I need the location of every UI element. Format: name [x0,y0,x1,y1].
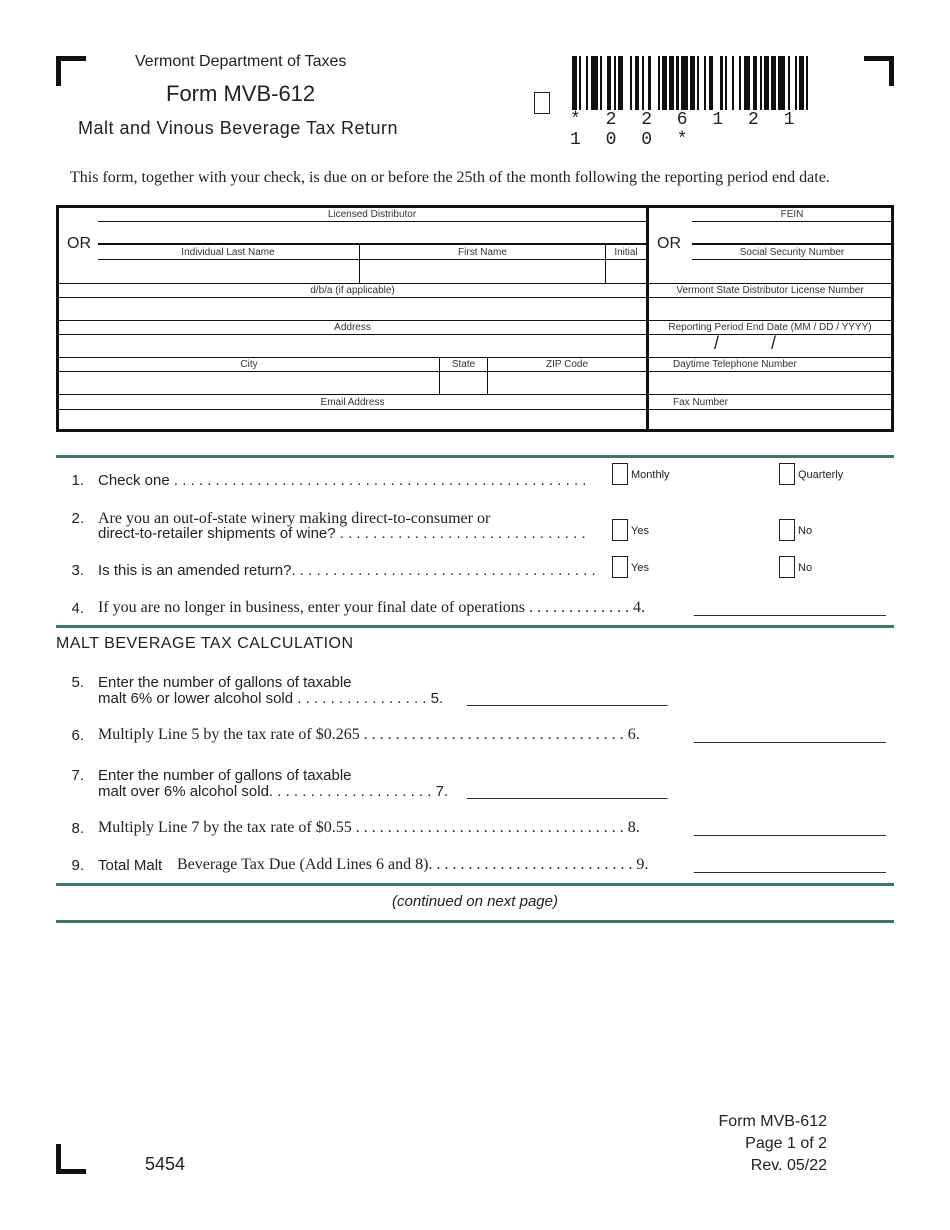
period-end-label: Reporting Period End Date (MM / DD / YYYY) [668,322,872,333]
line5-number: 5. [71,674,84,691]
corner-mark-top-right [864,56,894,86]
continued-note: (continued on next page) [392,893,558,910]
header-checkbox[interactable] [534,92,550,114]
line7-text-line2: malt over 6% alcohol sold. . . . . . . . . . . . . . . . . . . . 7. [98,783,449,800]
licensed-distributor-label: Licensed Distributor [327,209,417,220]
line5-input[interactable]: ________________________ [467,690,668,707]
line9-text-a: Total Malt [98,857,163,874]
section-rule [56,625,894,628]
fax-label: Fax Number [673,397,729,408]
email-label: Email Address [320,397,385,408]
period-end-input[interactable] [649,335,891,356]
q2-text-line1: Are you an out-of-state winery making direct-to-consumer or [98,510,491,527]
barcode-text: * 2 2 6 1 2 1 1 0 0 * [570,110,802,150]
line6-number: 6. [71,727,84,744]
or-left: OR [67,235,91,252]
barcode-bar [651,56,658,110]
barcode-bar [744,56,751,110]
q1-text: Check one . . . . . . . . . . . . . . . . . . . . . . . . . . . . . . . . . . . . . . . . . . . . . . . . . . [98,472,587,489]
licensed-distributor-input[interactable] [98,222,646,243]
line7-text-line1: Enter the number of gallons of taxable [98,767,352,784]
corner-mark-top-left [56,56,86,86]
winery-yes-checkbox[interactable] [612,519,628,541]
form-number: Form MVB-612 [166,81,316,106]
footer-page: Page 1 of 2 [745,1135,827,1152]
last-name-input[interactable] [98,260,359,282]
license-number-label: Vermont State Distributor License Number [676,285,864,296]
q2-text-line2: direct-to-retailer shipments of wine? . . . . . . . . . . . . . . . . . . . . . . . . . . . . . . [98,525,586,542]
line9-input[interactable]: _______________________ [694,857,886,874]
line8-number: 8. [71,820,84,837]
ssn-label: Social Security Number [739,247,845,258]
amended-no-label: No [798,562,813,574]
ssn-input[interactable] [692,260,891,282]
amended-yes-label: Yes [631,562,649,574]
corner-mark-bottom-left [56,1144,86,1174]
q4-final-date-input[interactable]: _______________________ [694,600,886,617]
quarterly-label: Quarterly [798,469,844,481]
barcode [572,56,814,110]
barcode-bar [713,56,720,110]
q3-text: Is this is an amended return?. . . . . . . . . . . . . . . . . . . . . . . . . . . . . . . . . . . . . [98,562,596,579]
line9-text-b: Beverage Tax Due (Add Lines 6 and 8). . . . . . . . . . . . . . . . . . . . . . . . . . 9. [177,856,649,873]
line6-text: Multiply Line 5 by the tax rate of $0.265 . . . . . . . . . . . . . . . . . . . . . . . . . . . . . . . . . 6. [98,726,640,743]
barcode-bar [623,56,630,110]
first-name-input[interactable] [360,260,605,282]
q4-text: If you are no longer in business, enter your final date of operations . . . . . . . . . . . . . 4. [98,599,645,616]
q4-number: 4. [71,600,84,617]
barcode-bar [591,56,598,110]
amended-yes-checkbox[interactable] [612,556,628,578]
form-code: 5454 [145,1154,186,1174]
amended-no-checkbox[interactable] [779,556,795,578]
monthly-label: Monthly [631,469,670,481]
city-input[interactable] [59,372,439,393]
license-number-input[interactable] [649,298,891,319]
fein-input[interactable] [692,222,891,243]
q3-number: 3. [71,562,84,579]
state-label: State [451,359,476,370]
winery-no-label: No [798,525,813,537]
dba-input[interactable] [59,298,646,319]
line9-number: 9. [71,857,84,874]
last-name-label: Individual Last Name [181,247,275,258]
q1-number: 1. [71,472,84,489]
date-slash-2: / [771,333,777,353]
state-input[interactable] [440,372,487,393]
winery-no-checkbox[interactable] [779,519,795,541]
footer-form-number: Form MVB-612 [718,1113,827,1130]
line7-number: 7. [71,767,84,784]
intro-text: This form, together with your check, is due on or before the 25th of the month following the reporting period end date. [70,169,830,186]
section-rule [56,883,894,886]
line6-input[interactable]: _______________________ [694,727,886,744]
first-name-label: First Name [458,247,507,258]
section-rule [56,920,894,923]
fein-label: FEIN [780,209,804,220]
email-input[interactable] [59,410,646,429]
line5-text-line1: Enter the number of gallons of taxable [98,674,352,691]
initial-label: Initial [614,247,638,258]
department-name: Vermont Department of Taxes [135,53,347,70]
fax-input[interactable] [649,410,891,429]
phone-input[interactable] [649,372,891,393]
line5-text-line2: malt 6% or lower alcohol sold . . . . . . . . . . . . . . . . 5. [98,690,444,707]
address-label: Address [334,322,371,333]
date-slash-1: / [714,333,720,353]
quarterly-checkbox[interactable] [779,463,795,485]
dba-label: d/b/a (if applicable) [310,285,395,296]
barcode-bar [681,56,688,110]
phone-label: Daytime Telephone Number [673,359,797,370]
line7-input[interactable]: ________________________ [467,783,668,800]
section-rule [56,455,894,458]
form-title: Malt and Vinous Beverage Tax Return [78,118,399,138]
or-right: OR [657,235,681,252]
section-title: MALT BEVERAGE TAX CALCULATION [56,635,354,652]
q2-number: 2. [71,510,84,527]
monthly-checkbox[interactable] [612,463,628,485]
barcode-bar [778,56,785,110]
line8-input[interactable]: _______________________ [694,820,886,837]
zip-label: ZIP Code [545,359,589,370]
city-label: City [240,359,258,370]
barcode-bar [808,56,813,110]
address-input[interactable] [59,335,646,356]
zip-input[interactable] [488,372,646,393]
footer-revision: Rev. 05/22 [750,1157,827,1174]
winery-yes-label: Yes [631,525,649,537]
line8-text: Multiply Line 7 by the tax rate of $0.55 . . . . . . . . . . . . . . . . . . . . . . . . . . . . . . . . . . 8. [98,819,640,836]
initial-input[interactable] [606,260,646,282]
